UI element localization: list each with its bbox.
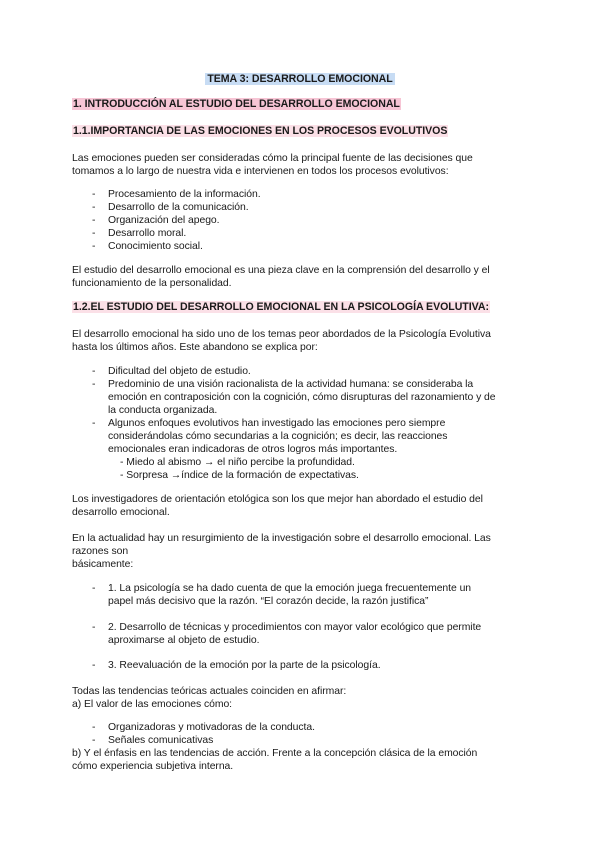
- list-item-continuation: aproximarse al objeto de estudio.: [108, 635, 260, 646]
- list-item: Dificultad del objeto de estudio.: [108, 366, 251, 377]
- paragraph-line: El desarrollo emocional ha sido uno de los temas peor abordados de la Psicología Evolutiva: [72, 329, 491, 340]
- list-bullet: -: [92, 215, 96, 226]
- paragraph-line: Todas las tendencias teóricas actuales coinciden en afirmar:: [72, 686, 347, 697]
- list-item: Desarrollo de la comunicación.: [108, 202, 249, 213]
- list-item: Procesamiento de la información.: [108, 189, 261, 200]
- sub-list-item: - Sorpresa →índice de la formación de expectativas.: [120, 470, 359, 481]
- list-bullet: -: [92, 660, 96, 671]
- paragraph-line: b) Y el énfasis en las tendencias de acción. Frente a la concepción clásica de la emoción: [72, 748, 478, 759]
- section-1-2-heading: 1.2.EL ESTUDIO DEL DESARROLLO EMOCIONAL EN LA PSICOLOGÍA EVOLUTIVA:: [73, 301, 489, 313]
- list-bullet: -: [92, 379, 96, 390]
- list-item: 1. La psicología se ha dado cuenta de que la emoción juega frecuentemente un: [108, 583, 472, 594]
- paragraph-line: razones son: [72, 546, 129, 557]
- paragraph-line: Las emociones pueden ser consideradas cómo la principal fuente de las decisiones que: [72, 153, 473, 164]
- list-bullet: -: [92, 622, 96, 633]
- page-title: TEMA 3: DESARROLLO EMOCIONAL: [207, 73, 393, 85]
- list-item: Organización del apego.: [108, 215, 220, 226]
- list-item-continuation: la conducta organizada.: [108, 405, 218, 416]
- paragraph-line: básicamente:: [72, 559, 134, 570]
- paragraph-line: funcionamiento de la personalidad.: [72, 278, 232, 289]
- list-item-continuation: papel más decisivo que la razón. “El corazón decide, la razón justifica”: [108, 596, 429, 607]
- paragraph-line: El estudio del desarrollo emocional es una pieza clave en la comprensión del desarrollo y el: [72, 265, 490, 276]
- paragraph-line: hasta los últimos años. Este abandono se explica por:: [72, 342, 318, 353]
- list-item: 3. Reevaluación de la emoción por la parte de la psicología.: [108, 660, 381, 671]
- list-item: Algunos enfoques evolutivos han investigado las emociones pero siempre: [108, 418, 446, 429]
- list-item-continuation: considerándolas cómo secundarias a la cognición; es decir, las reacciones: [108, 431, 448, 442]
- list-item: Conocimiento social.: [108, 241, 203, 252]
- list-bullet: -: [92, 583, 96, 594]
- list-bullet: -: [92, 241, 96, 252]
- list-item: Señales comunicativas: [108, 735, 214, 746]
- list-item: Desarrollo moral.: [108, 228, 187, 239]
- list-bullet: -: [92, 189, 96, 200]
- list-item: Organizadoras y motivadoras de la conducta.: [108, 722, 315, 733]
- list-bullet: -: [92, 366, 96, 377]
- section-1-1-heading: 1.1.IMPORTANCIA DE LAS EMOCIONES EN LOS PROCESOS EVOLUTIVOS: [73, 125, 448, 137]
- list-bullet: -: [92, 228, 96, 239]
- list-item: Predominio de una visión racionalista de la actividad humana: se consideraba la: [108, 379, 474, 390]
- list-item-continuation: emocionales eran indicadoras de otros logros más importantes.: [108, 444, 398, 455]
- list-item-continuation: emoción en contraposición con la cognición, cómo disrupturas del razonamiento y de: [108, 392, 496, 403]
- list-bullet: -: [92, 735, 96, 746]
- list-item: 2. Desarrollo de técnicas y procedimientos con mayor valor ecológico que permite: [108, 622, 482, 633]
- list-bullet: -: [92, 722, 96, 733]
- paragraph-line: a) El valor de las emociones cómo:: [72, 699, 233, 710]
- paragraph-line: cómo experiencia subjetiva interna.: [72, 761, 234, 772]
- paragraph-line: En la actualidad hay un resurgimiento de la investigación sobre el desarrollo emocional. Las: [72, 533, 491, 544]
- paragraph-line: Los investigadores de orientación etológica son los que mejor han abordado el estudio del: [72, 494, 483, 505]
- section-1-heading: 1. INTRODUCCIÓN AL ESTUDIO DEL DESARROLLO EMOCIONAL: [73, 98, 400, 110]
- list-bullet: -: [92, 418, 96, 429]
- paragraph-line: tomamos a lo largo de nuestra vida e intervienen en todos los procesos evolutivos:: [72, 166, 449, 177]
- sub-list-item: - Miedo al abismo → el niño percibe la profundidad.: [120, 457, 355, 468]
- list-bullet: -: [92, 202, 96, 213]
- paragraph-line: desarrollo emocional.: [72, 507, 170, 518]
